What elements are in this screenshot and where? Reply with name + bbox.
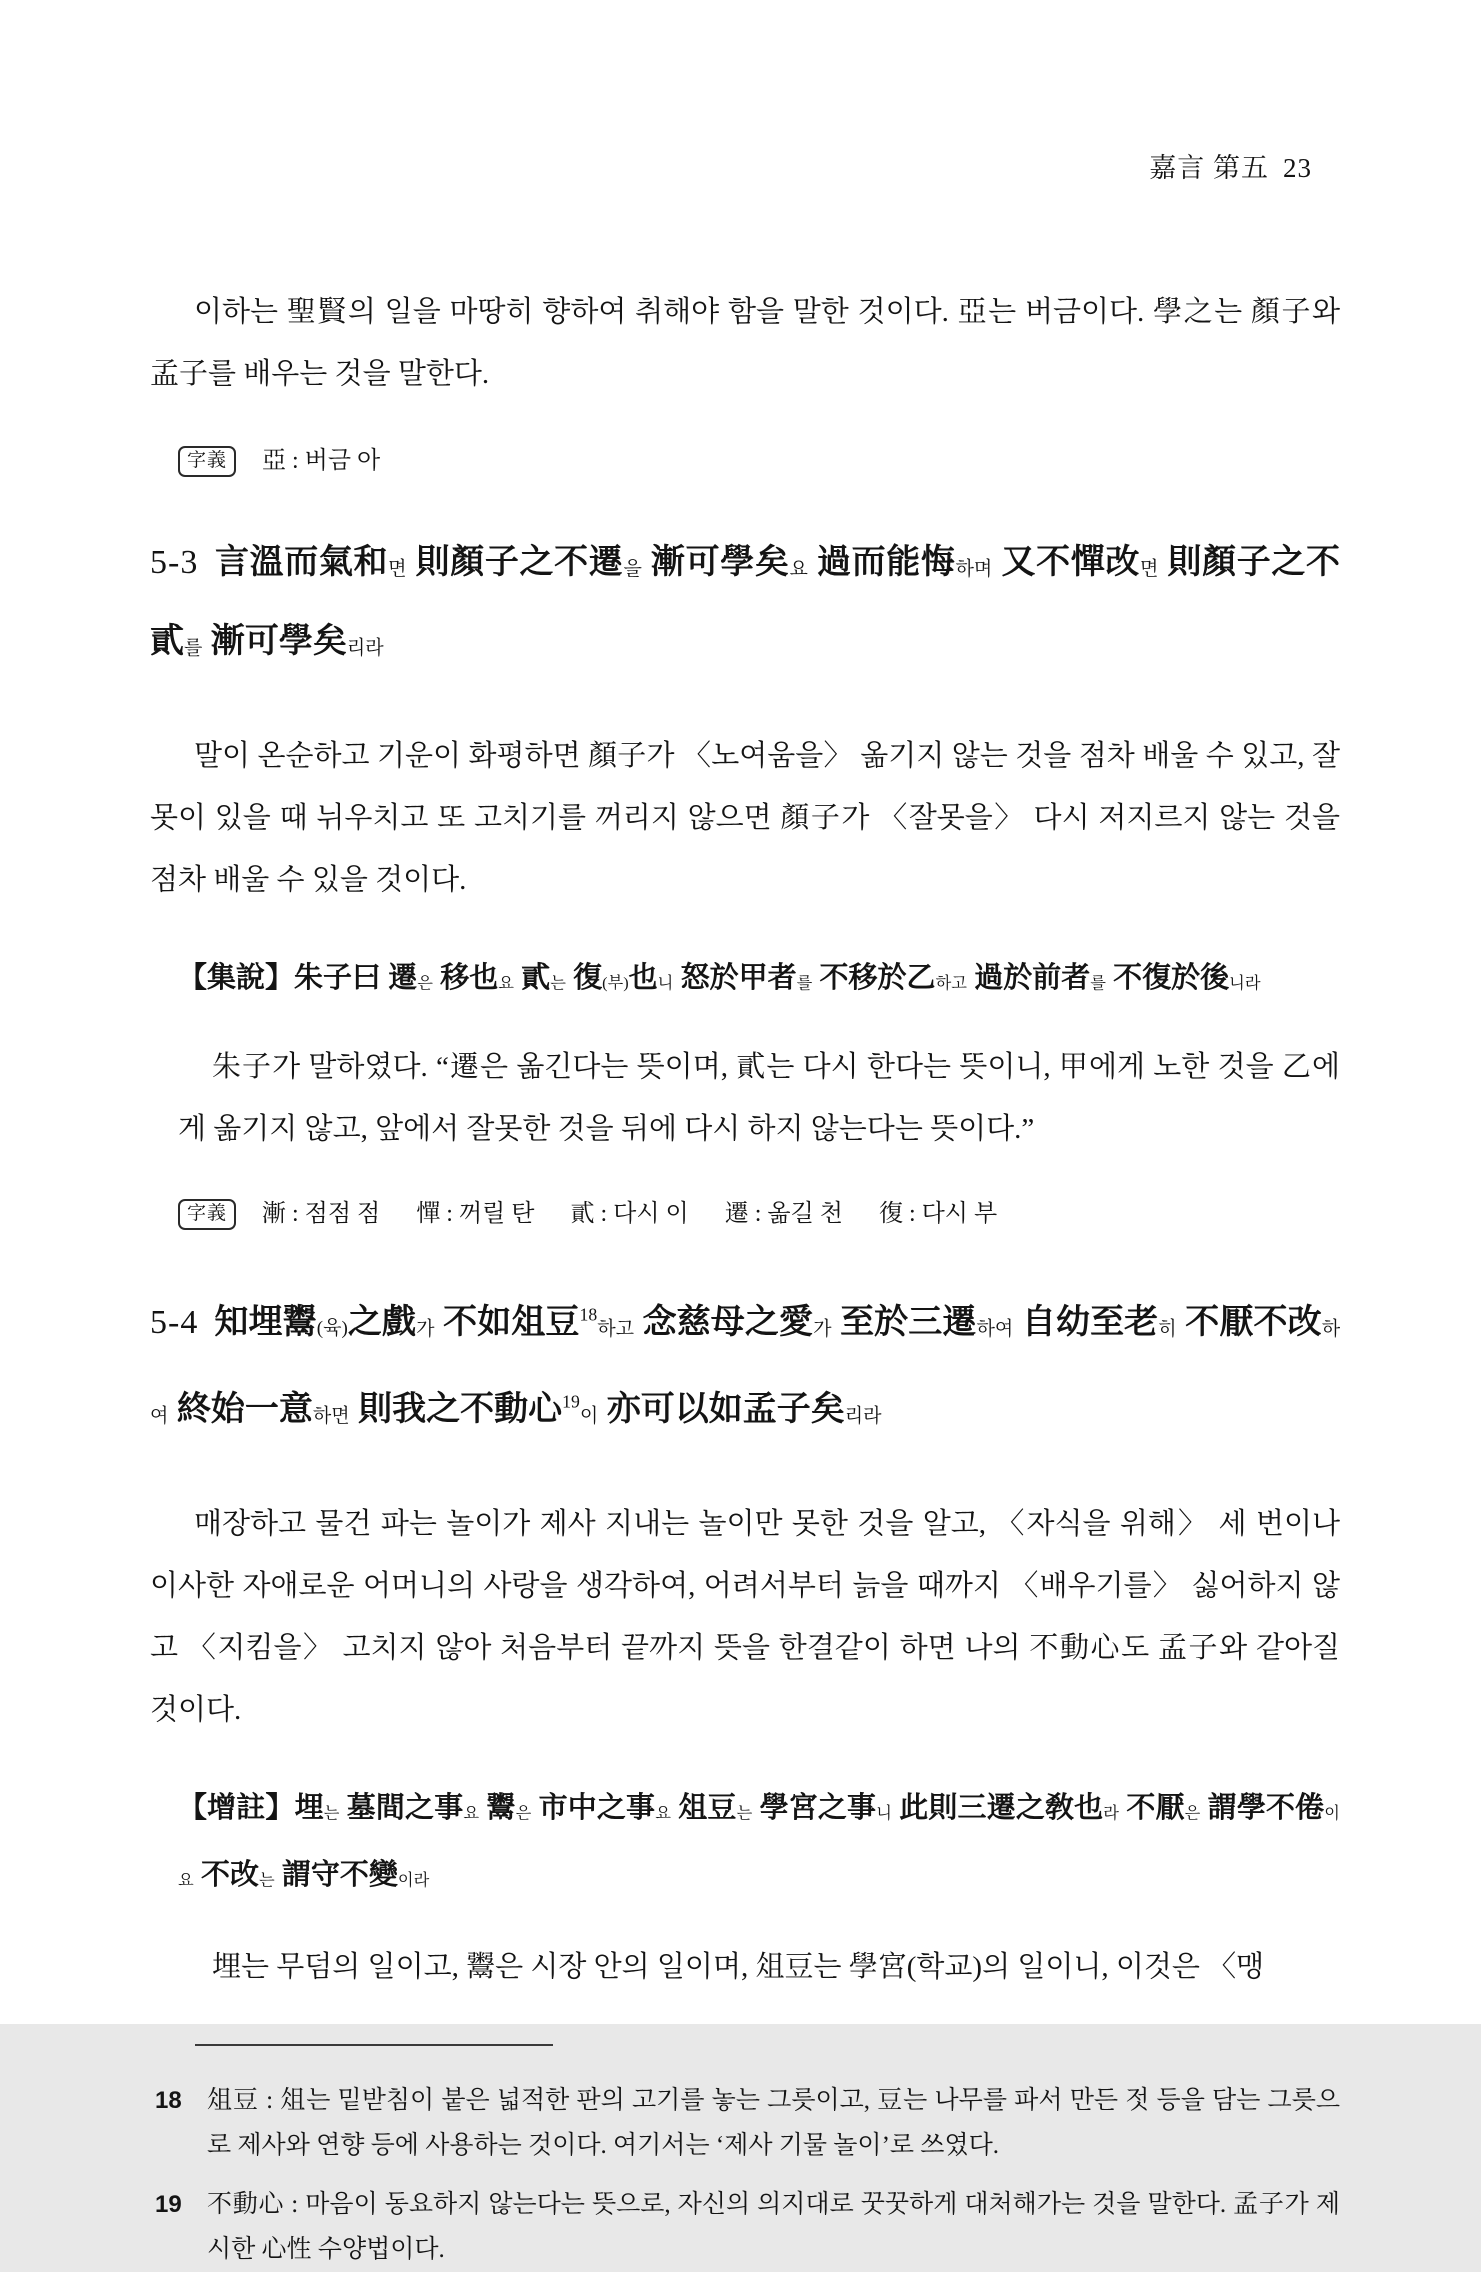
footnote-separator [195,2044,553,2046]
section-5-3-translation: 말이 온순하고 기운이 화평하면 顏子가 〈노여움을〉 옮기지 않는 것을 점차 배울 수 있고, 잘못이 있을 때 뉘우치고 또 고치기를 꺼리지 않으면 顏子가 〈잘못을〉 다시 저지르지 않는 것을 점차 배울 수 있을 것이다. [150,739,1340,896]
jeungju-translation-partial: 埋는 무덤의 일이고, 鬻은 시장 안의 일이며, 俎豆는 學宮(학교)의 일이니, 이것은 〈맹 [212,1951,1265,1984]
jipseol-translation: 朱子가 말하였다. “遷은 옮긴다는 뜻이며, 貳는 다시 한다는 뜻이니, 甲에게 노한 것을 乙에게 옮기지 않고, 앞에서 잘못한 것을 뒤에 다시 하지 않는다는 뜻이다.” [178,1051,1340,1146]
jaui-entry: 遷 : 옮길 천 [724,1201,843,1228]
section-5-4-hanmun-text: 知埋鬻(육)之戲가 不如俎豆$^{18}$하고 念慈母之愛가 至於三遷하여 自幼至老히 不厭不改하여 終始一意하면 則我之不動心$^{19}$이 亦可以如孟子矣리라 [150,1303,1341,1428]
chapter-title: 嘉言 第五 [1149,153,1269,183]
jeungju-commentary-block: 【增註】埋는 墓間之事요 鬻은 市中之事요 俎豆는 學宮之事니 此則三遷之敎也라 不厭은 謂學不倦이요 不改는 謂守不變이라 [178,1791,1340,1892]
jipseol-commentary-block: 【集說】朱子曰 遷은 移也요 貳는 復(부)也니 怒於甲者를 不移於乙하고 過於前者를 不復於後니라 [178,961,1261,994]
footnote-area [150,2078,1340,2272]
section-5-3-hanmun-text: 言溫而氣和면 則顏子之不遷을 漸可學矣요 過而能悔하며 又不憚改면 則顏子之不貳를 漸可學矣리라 [150,544,1341,660]
section-5-4-heading [150,1278,1340,1452]
jaui-entry: 復 : 다시 부 [878,1201,998,1228]
footnote-number: 19 [155,2191,182,2219]
jaui-label-badge: 字義 [178,446,236,477]
jaui-row-1 [178,441,1340,481]
jaui-entry: 貳 : 다시 이 [570,1201,689,1228]
footnote-19 [155,2182,1340,2272]
jaui-entry: 漸 : 점점 점 [262,1201,381,1228]
intro-paragraph: 이하는 聖賢의 일을 마땅히 향하여 취해야 함을 말한 것이다. 亞는 버금이다. 學之는 顏子와 孟子를 배우는 것을 말한다. [150,296,1340,390]
page-header [150,150,1312,186]
section-5-3-heading [150,527,1340,685]
footnote-text: 俎豆 : 俎는 밑받침이 붙은 넓적한 판의 고기를 놓는 그릇이고, 豆는 나무를 파서 만든 젓 등을 담는 그릇으로 제사와 연향 등에 사용하는 것이다. 여기서는 ‘제사 기물 놀이’로 쓰였다. [207,2087,1340,2160]
footnote-18 [155,2078,1340,2168]
jaui-entry: 亞 : 버금 아 [262,448,381,474]
footnote-text: 不動心 : 마음이 동요하지 않는다는 뜻으로, 자신의 의지대로 꿋꿋하게 대처해가는 것을 말한다. 孟子가 제시한 心性 수양법이다. [207,2191,1340,2264]
footnote-number: 18 [155,2087,182,2115]
section-5-4-translation: 매장하고 물건 파는 놀이가 제사 지내는 놀이만 못한 것을 알고, 〈자식을 위해〉 세 번이나 이사한 자애로운 어머니의 사랑을 생각하여, 어려서부터 늙을 때까지 〈배우기를〉 싫어하지 않고 〈지킴을〉 고치지 않아 처음부터 끝까지 뜻을 한결같이 하면 나의 不動心도 孟子와 같아질 것이다. [150,1507,1340,1726]
section-5-3-number: 5-3 [150,544,199,581]
jaui-entry: 憚 : 꺼릴 탄 [416,1201,535,1228]
jaui-row-2 [178,1194,1340,1234]
section-5-4-number: 5-4 [150,1303,199,1341]
page-number: 23 [1283,153,1312,183]
jaui-label-badge: 字義 [178,1199,236,1230]
